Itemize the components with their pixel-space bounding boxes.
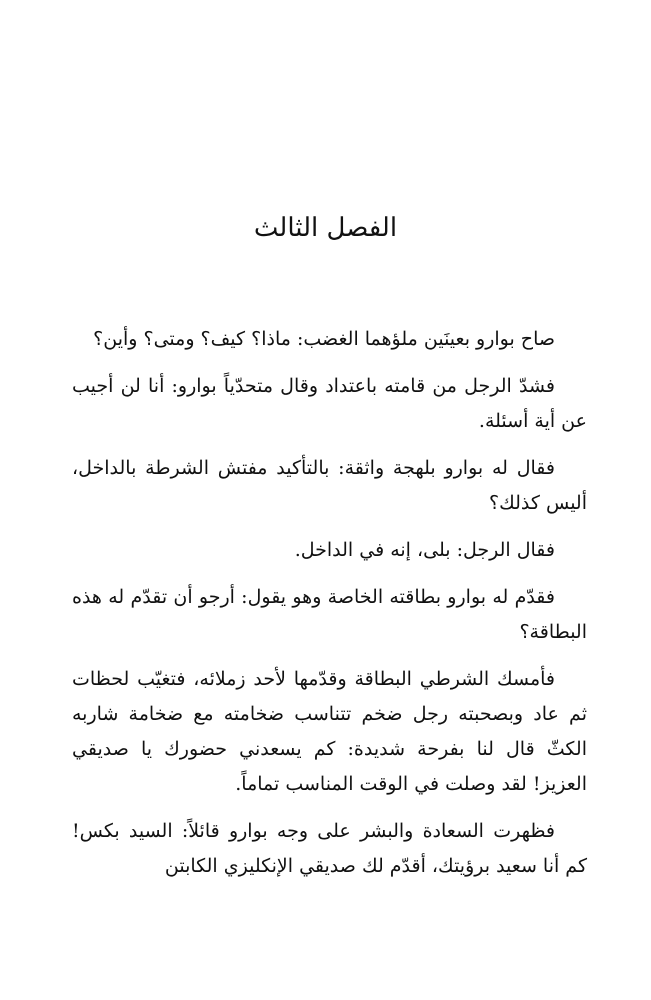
paragraph: فقال له بوارو بلهجة واثقة: بالتأكيد مفتش الشرطة بالداخل، أليس كذلك؟ bbox=[72, 457, 587, 514]
paragraph: فأمسك الشرطي البطاقة وقدّمها لأحد زملائه، فتغيّب لحظات ثم عاد وبصحبته رجل ضخم تتناسب ضخامته مع ضخامة شاربه الكثّ قال لنا بفرحة شديدة: كم يسعدني حضورك يا صديقي العزيز! لقد وصلت في الوقت المناسب تماماً. bbox=[72, 668, 587, 795]
paragraph: فشدّ الرجل من قامته باعتداد وقال متحدّياً بوارو: أنا لن أجيب عن أية أسئلة. bbox=[72, 375, 587, 432]
paragraph: فقال الرجل: بلى، إنه في الداخل. bbox=[294, 539, 555, 561]
paragraph: صاح بوارو بعينَين ملؤهما الغضب: ماذا؟ كيف؟ ومتى؟ وأين؟ bbox=[93, 328, 555, 350]
paragraph: فظهرت السعادة والبشر على وجه بوارو قائلاً: السيد بكس! كم أنا سعيد برؤيتك، أقدّم لك صديقي الإنكليزي الكابتن bbox=[72, 820, 587, 877]
paragraph: فقدّم له بوارو بطاقته الخاصة وهو يقول: أرجو أن تقدّم له هذه البطاقة؟ bbox=[72, 586, 587, 643]
chapter-body bbox=[72, 322, 587, 896]
chapter-title: الفصل الثالث bbox=[253, 213, 398, 243]
